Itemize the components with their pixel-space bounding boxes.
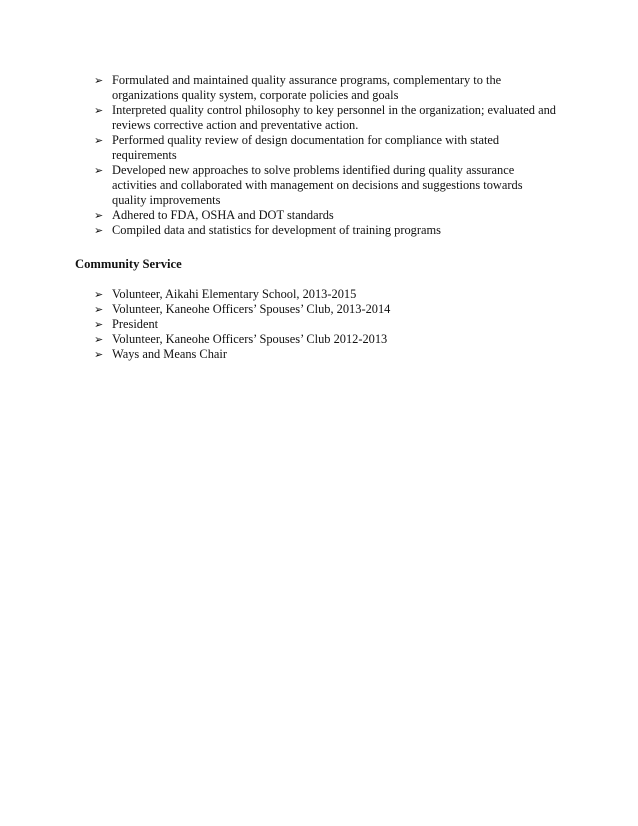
list-item-line: Formulated and maintained quality assurance programs, complementary to the	[112, 73, 502, 87]
list-item-line: organizations quality system, corporate policies and goals	[112, 88, 399, 102]
arrowhead-bullet-icon: ➢	[94, 74, 104, 87]
list-item	[94, 208, 569, 223]
arrowhead-bullet-icon: ➢	[94, 224, 104, 237]
arrowhead-bullet-icon: ➢	[94, 164, 104, 177]
list-item-text: President	[112, 317, 159, 331]
arrowhead-bullet-icon: ➢	[94, 209, 104, 222]
list-item-text: Volunteer, Kaneohe Officers’ Spouses’ Club 2012-2013	[112, 332, 388, 346]
list-item-line: Performed quality review of design documentation for compliance with stated	[112, 133, 500, 147]
arrowhead-bullet-icon: ➢	[94, 303, 104, 316]
list-item-text: Ways and Means Chair	[112, 347, 227, 361]
list-item	[94, 73, 569, 103]
experience-bullet-list	[94, 73, 569, 238]
list-item-line: Adhered to FDA, OSHA and DOT standards	[112, 208, 334, 222]
list-item-text: Volunteer, Kaneohe Officers’ Spouses’ Club, 2013-2014	[112, 302, 391, 316]
arrowhead-bullet-icon: ➢	[94, 318, 104, 331]
list-item-line: Developed new approaches to solve problems identified during quality assurance	[112, 163, 515, 177]
list-item	[94, 317, 569, 332]
arrowhead-bullet-icon: ➢	[94, 348, 104, 361]
list-item	[94, 133, 569, 163]
list-item-line: quality improvements	[112, 193, 221, 207]
list-item	[94, 163, 569, 208]
list-item-line: Interpreted quality control philosophy to key personnel in the organization; evaluated and	[112, 103, 556, 117]
arrowhead-bullet-icon: ➢	[94, 104, 104, 117]
list-item	[94, 347, 569, 362]
list-item	[94, 302, 569, 317]
list-item-line: Compiled data and statistics for development of training programs	[112, 223, 441, 237]
list-item	[94, 332, 569, 347]
list-item-text: Volunteer, Aikahi Elementary School, 2013-2015	[112, 287, 357, 301]
list-item	[94, 223, 569, 238]
list-item	[94, 103, 569, 133]
arrowhead-bullet-icon: ➢	[94, 288, 104, 301]
list-item-line: activities and collaborated with management on decisions and suggestions towards	[112, 178, 523, 192]
list-item-line: reviews corrective action and preventative action.	[112, 118, 359, 132]
arrowhead-bullet-icon: ➢	[94, 134, 104, 147]
arrowhead-bullet-icon: ➢	[94, 333, 104, 346]
list-item-line: requirements	[112, 148, 177, 162]
list-item	[94, 287, 569, 302]
section-heading-community-service: Community Service	[75, 257, 182, 271]
community-service-bullet-list	[94, 287, 569, 362]
